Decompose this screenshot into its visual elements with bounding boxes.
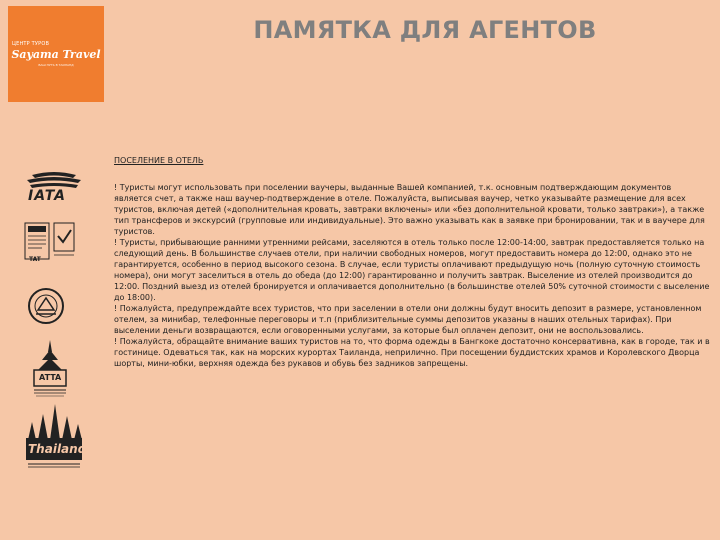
association-seal-logo bbox=[26, 284, 90, 328]
atta-logo-text: ATTA bbox=[39, 373, 62, 382]
tat-logo-text: TAT bbox=[29, 256, 41, 263]
page-title: ПАМЯТКА ДЛЯ АГЕНТОВ bbox=[253, 16, 597, 44]
paragraph: ! Пожалуйста, предупреждайте всех туристов, что при заселении в отели они должны будут вносить депозит в размере, установленном отелем, за минибар, телефонные переговоры и т.п (приблизительные суммы депозитов указаны в наших отельных тарифах). При выселении деньги возвращаются, если оговоренными услугами, за которые был оплачен депозит, они не воспользовались. bbox=[114, 304, 702, 335]
temple-skyline-icon bbox=[24, 400, 87, 470]
logo-small-text: ЦЕНТР ТУРОВ bbox=[12, 41, 50, 47]
iata-logo-text: IATA bbox=[28, 188, 67, 204]
tat-license-logo bbox=[24, 222, 88, 268]
logo-brand-text: Sayama Travel bbox=[11, 48, 101, 61]
logo-tagline: ВАШ ПУТЬ В ТАИЛАНД bbox=[38, 63, 74, 67]
company-logo bbox=[8, 6, 104, 102]
thailand-logo bbox=[24, 400, 88, 470]
iata-logo bbox=[22, 172, 86, 206]
paragraph: ! Пожалуйста, обращайте внимание ваших туристов на то, что форма одежды в Бангкоке достаточно консервативна, как в городе, так и в гостинице. Одеваться так, как на морских курортах Таиланда, неприлично. При посещении буддистских храмов и Королевского Дворца шорты, мини-юбки, верхняя одежда без рукавов и обувь без задников запрещены. bbox=[114, 337, 710, 368]
thailand-logo-text: Thailand bbox=[28, 442, 87, 456]
seal-icon bbox=[26, 284, 66, 328]
pagoda-icon bbox=[28, 338, 72, 404]
atta-logo bbox=[28, 338, 92, 404]
paragraph: ! Туристы, прибывающие ранними утренними рейсами, заселяются в отель только после 12:00-14:00, завтрак предоставляется только на следующий день. В большинстве случаев отели, при наличии свободных номеров, могут предоставить номера до 12:00, однако это не гарантируется, особенно в период высокого сезона. В случае, если туристы оплачивают предыдущую ночь (полную суточную стоимость номера), они могут заселиться в отель до обеда (до 12:00) гарантированно и получить завтрак. Выселение из отелей производится до 12:00. Поздний выезд из отелей бронируется и оплачивается дополнительно (в большинстве отелей 50% суточной стоимости с выселение до 18:00). bbox=[114, 238, 710, 302]
section-title: ПОСЕЛЕНИЕ В ОТЕЛЬ bbox=[114, 156, 204, 165]
paragraph: ! Туристы могут использовать при поселении ваучеры, выданные Вашей компанией, т.к. основным подтверждающим документов является счет, а также наш ваучер-подтверждение в отеле. Пожалуйста, выписывая ваучер, четко указывайте размещение для всех туристов, включая детей («дополнительная кровать, завтраки включены» или «без дополнительной кровати, только завтраки»), а также тип трансферов и экскурсий (групповые или индивидуальные). Это важно указывать как в заявке при бронировании, так и в ваучере для туристов. bbox=[114, 183, 705, 236]
body-text bbox=[114, 182, 710, 369]
